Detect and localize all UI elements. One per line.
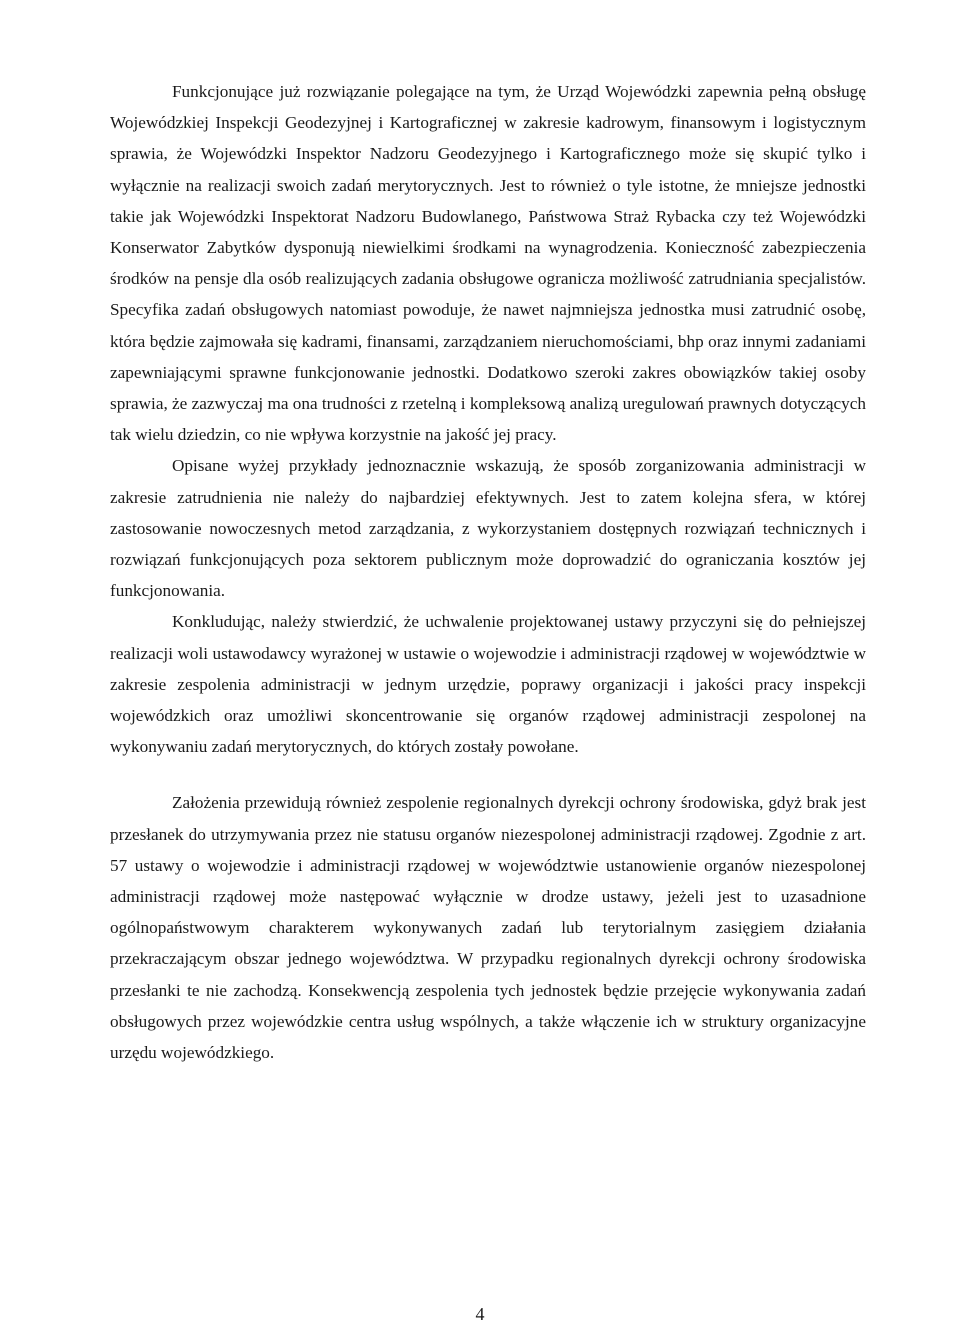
paragraph-1: Funkcjonujące już rozwiązanie polegające na tym, że Urząd Wojewódzki zapewnia pełną obsługę Wojewódzkiej Inspekcji Geodezyjnej i Kartograficznej w zakresie kadrowym, finansowym i logistycznym sprawia, że Wojewódzki Inspektor Nadzoru Geodezyjnego i Kartograficznego może się skupić tylko i wyłącznie na realizacji swoich zadań merytorycznych. Jest to również o tyle istotne, że mniejsze jednostki takie jak Wojewódzki Inspektorat Nadzoru Budowlanego, Państwowa Straż Rybacka czy też Wojewódzki Konserwator Zabytków dysponują niewielkimi środkami na wynagrodzenia. Konieczność zabezpieczenia środków na pensje dla osób realizujących zadania obsługowe ogranicza możliwość zatrudniania specjalistów. Specyfika zadań obsługowych natomiast powoduje, że nawet najmniejsza jednostka musi zatrudnić osobę, która będzie zajmowała się kadrami, finansami, zarządzaniem nieruchomościami, bhp oraz innymi zadaniami zapewniającymi sprawne funkcjonowanie jednostki. Dodatkowo szeroki zakres obowiązków takiej osoby sprawia, że zazwyczaj ma ona trudności z rzetelną i kompleksową analizą uregulowań prawnych dotyczących tak wielu dziedzin, co nie wpływa korzystnie na jakość jej pracy. (110, 82, 866, 445)
document-body (110, 76, 866, 1068)
page-number: 4 (475, 1304, 485, 1324)
paragraph-2: Opisane wyżej przykłady jednoznacznie wskazują, że sposób zorganizowania administracji w zakresie zatrudnienia nie należy do najbardziej efektywnych. Jest to zatem kolejna sfera, w której zastosowanie nowoczesnych metod zarządzania, z wykorzystaniem dostępnych rozwiązań technicznych i rozwiązań funkcjonujących poza sektorem publicznym może doprowadzić do ograniczania kosztów jej funkcjonowania. (110, 456, 866, 601)
paragraph-4: Założenia przewidują również zespolenie regionalnych dyrekcji ochrony środowiska, gdyż brak jest przesłanek do utrzymywania przez nie statusu organów niezespolonej administracji rządowej. Zgodnie z art. 57 ustawy o wojewodzie i administracji rządowej w województwie ustanowienie organów niezespolonej administracji rządowej może następować wyłącznie w drodze ustawy, jeżeli jest to uzasadnione ogólnopaństwowym charakterem wykonywanych zadań lub terytorialnym zasięgiem działania przekraczającym obszar jednego województwa. W przypadku regionalnych dyrekcji ochrony środowiska przesłanki te nie zachodzą. Konsekwencją zespolenia tych jednostek będzie przejęcie wykonywania zadań obsługowych przez wojewódzkie centra usług wspólnych, a także włączenie ich w struktury organizacyjne urzędu wojewódzkiego. (110, 793, 866, 1063)
paragraph-3: Konkludując, należy stwierdzić, że uchwalenie projektowanej ustawy przyczyni się do pełniejszej realizacji woli ustawodawcy wyrażonej w ustawie o wojewodzie i administracji rządowej w województwie w zakresie zespolenia administracji w jednym urzędzie, poprawy organizacji i jakości pracy inspekcji wojewódzkich oraz umożliwi skoncentrowanie się organów rządowej administracji zespolonej na wykonywaniu zadań merytorycznych, do których zostały powołane. (110, 612, 866, 757)
